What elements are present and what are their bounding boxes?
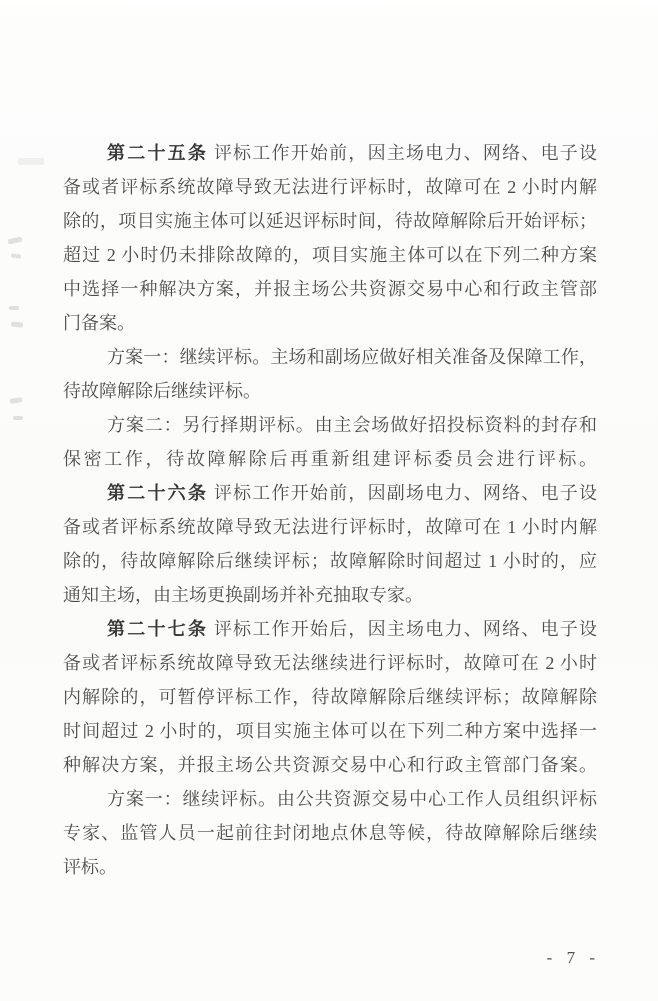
line-text: 时间超过 2 小时的，项目实施主体可以在下列二种方案中选择一 bbox=[63, 721, 597, 741]
page-number: - 7 - bbox=[546, 948, 600, 967]
text-line bbox=[63, 476, 597, 510]
line-text: 种解决方案，并报主场公共资源交易中心和行政主管部门备案。 bbox=[63, 755, 597, 775]
text-line bbox=[63, 170, 597, 204]
line-text: 方案一：继续评标。由公共资源交易中心工作人员组织评标 bbox=[107, 789, 597, 809]
scan-artifact bbox=[9, 306, 19, 310]
scan-artifact bbox=[13, 416, 23, 420]
line-text: 通知主场，由主场更换副场并补充抽取专家。 bbox=[63, 585, 423, 605]
line-text: 评标。 bbox=[63, 857, 117, 877]
line-text: 待故障解除后继续评标。 bbox=[63, 381, 261, 401]
line-text: 评标工作开始前，因主场电力、网络、电子设 bbox=[208, 143, 598, 163]
line-text: 保密工作，待故障解除后再重新组建评标委员会进行评标。 bbox=[63, 449, 597, 469]
line-text: 中选择一种解决方案，并报主场公共资源交易中心和行政主管部 bbox=[63, 279, 597, 299]
line-text: 备或者评标系统故障导致无法继续进行评标时，故障可在 2 小时 bbox=[63, 653, 597, 673]
scan-artifact bbox=[18, 158, 44, 165]
line-text: 方案一：继续评标。主场和副场应做好相关准备及保障工作， bbox=[107, 347, 597, 367]
text-line bbox=[63, 238, 597, 272]
text-line bbox=[63, 578, 597, 612]
article-number: 第二十六条 bbox=[107, 483, 209, 503]
document-text bbox=[63, 136, 597, 884]
text-line bbox=[63, 782, 597, 816]
line-text: 除的，待故障解除后继续评标；故障解除时间超过 1 小时的，应 bbox=[63, 551, 597, 571]
text-line bbox=[63, 442, 597, 476]
scan-artifact bbox=[11, 321, 23, 327]
scan-artifact bbox=[10, 397, 23, 404]
article-number: 第二十五条 bbox=[107, 143, 209, 163]
text-line bbox=[63, 544, 597, 578]
scan-artifact bbox=[8, 237, 23, 245]
line-text: 内解除的，可暂停评标工作，待故障解除后继续评标；故障解除 bbox=[63, 687, 597, 707]
line-text: 备或者评标系统故障导致无法进行评标时，故障可在 2 小时内解 bbox=[63, 177, 597, 197]
text-line bbox=[63, 136, 597, 170]
line-text: 评标工作开始前，因副场电力、网络、电子设 bbox=[208, 483, 598, 503]
line-text: 方案二：另行择期评标。由主会场做好招投标资料的封存和 bbox=[107, 415, 597, 435]
text-line bbox=[63, 816, 597, 850]
text-line bbox=[63, 714, 597, 748]
line-text: 专家、监管人员一起前往封闭地点休息等候，待故障解除后继续 bbox=[63, 823, 597, 843]
text-line bbox=[63, 510, 597, 544]
scan-artifact bbox=[11, 253, 21, 258]
text-line bbox=[63, 850, 597, 884]
text-line bbox=[63, 408, 597, 442]
line-text: 超过 2 小时仍未排除故障的，项目实施主体可以在下列二种方案 bbox=[63, 245, 597, 265]
line-text: 除的，项目实施主体可以延迟评标时间，待故障解除后开始评标； bbox=[63, 211, 597, 231]
line-text: 评标工作开始后，因主场电力、网络、电子设 bbox=[208, 619, 598, 639]
line-text: 门备案。 bbox=[63, 313, 135, 333]
text-line bbox=[63, 340, 597, 374]
text-line bbox=[63, 306, 597, 340]
line-text: 备或者评标系统故障导致无法进行评标时，故障可在 1 小时内解 bbox=[63, 517, 597, 537]
text-line bbox=[63, 204, 597, 238]
text-line bbox=[63, 680, 597, 714]
text-line bbox=[63, 374, 597, 408]
text-line bbox=[63, 272, 597, 306]
text-line bbox=[63, 612, 597, 646]
article-number: 第二十七条 bbox=[107, 619, 209, 639]
text-line bbox=[63, 748, 597, 782]
text-line bbox=[63, 646, 597, 680]
